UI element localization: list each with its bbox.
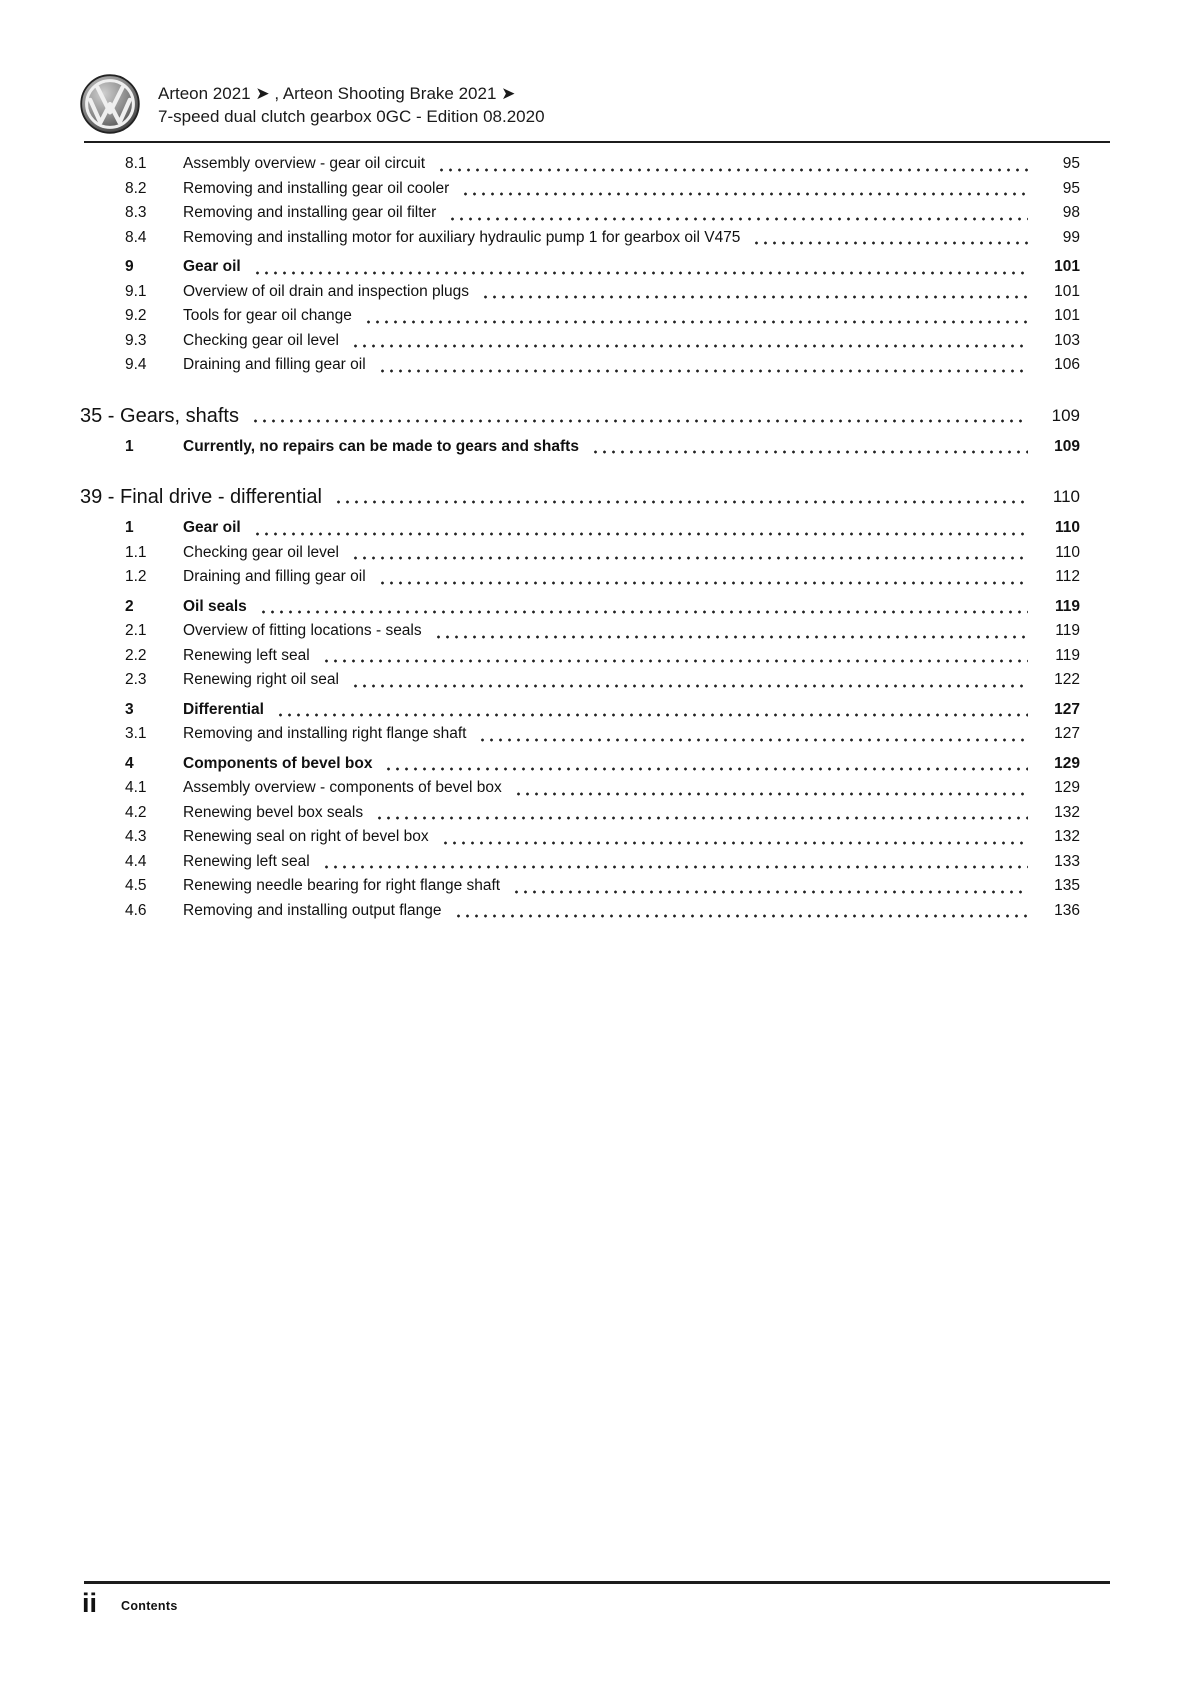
toc-entry [80, 619, 1080, 644]
toc-entry [80, 177, 1080, 202]
header-divider [84, 141, 1110, 143]
entry-title: Removing and installing gear oil filter [183, 204, 437, 221]
footer-divider [84, 1581, 1110, 1584]
entry-page-number: 110 [1055, 543, 1080, 561]
entry-page-number: 99 [1062, 228, 1080, 246]
entry-page-number: 135 [1054, 877, 1080, 894]
entry-title: Renewing left seal [183, 852, 310, 870]
entry-title: Tools for gear oil change [183, 307, 352, 324]
dot-leader [454, 914, 1028, 918]
dot-leader [253, 271, 1028, 275]
entry-page-number: 122 [1054, 671, 1080, 688]
header-edition-line: 7-speed dual clutch gearbox 0GC - Edition 08.2020 [158, 107, 545, 126]
dot-leader [591, 450, 1028, 454]
entry-page-number: 112 [1055, 568, 1080, 585]
footer-section-label: Contents [121, 1599, 178, 1613]
entry-title: Renewing left seal [183, 646, 310, 664]
entry-title: Removing and installing right flange shaft [183, 725, 467, 742]
table-of-contents [80, 152, 1080, 923]
entry-number: 8.1 [125, 155, 147, 172]
dot-leader [334, 500, 1028, 504]
toc-entry [80, 226, 1080, 251]
dot-leader [481, 295, 1028, 299]
dot-leader [351, 684, 1028, 688]
toc-entry [80, 152, 1080, 177]
entry-page-number: 132 [1054, 828, 1080, 845]
dot-leader [259, 610, 1028, 614]
dot-leader [351, 344, 1028, 348]
entry-title: Removing and installing output flange [183, 901, 442, 919]
vw-logo-icon [80, 74, 140, 134]
toc-entry [80, 541, 1080, 566]
dot-leader [752, 241, 1028, 245]
entry-page-number: 127 [1054, 700, 1080, 718]
entry-title: Assembly overview - gear oil circuit [183, 155, 426, 172]
entry-number: 3 [125, 700, 134, 718]
entry-title: Components of bevel box [183, 754, 373, 772]
entry-number: 4 [125, 754, 134, 772]
dot-leader [448, 217, 1028, 221]
entry-number: 4.4 [125, 852, 147, 870]
entry-title: Checking gear oil level [183, 331, 339, 349]
entry-page-number: 119 [1055, 622, 1080, 639]
entry-title: Overview of fitting locations - seals [183, 622, 422, 639]
toc-entry [80, 516, 1080, 541]
toc-entry [80, 801, 1080, 826]
dot-leader [322, 865, 1028, 869]
chapter-page-number: 109 [1051, 405, 1080, 425]
entry-title: Draining and filling gear oil [183, 568, 366, 585]
entry-page-number: 127 [1054, 725, 1080, 742]
entry-number: 1 [125, 519, 134, 536]
entry-title: Gear oil [183, 258, 241, 275]
header-text [158, 74, 545, 128]
chapter-title: 39 - Final drive - differential [80, 486, 322, 508]
toc-entry [80, 698, 1080, 723]
toc-entry [80, 595, 1080, 620]
entry-page-number: 95 [1062, 179, 1080, 197]
dot-leader [253, 532, 1028, 536]
entry-page-number: 98 [1062, 204, 1080, 221]
toc-entry [80, 201, 1080, 226]
entry-page-number: 119 [1054, 597, 1080, 615]
entry-number: 1 [125, 437, 134, 455]
toc-entry [80, 565, 1080, 590]
entry-number: 9 [125, 258, 134, 275]
footer-page-number: ii [82, 1588, 98, 1618]
entry-number: 9.4 [125, 356, 147, 373]
entry-number: 8.4 [125, 228, 147, 246]
toc-entry [80, 255, 1080, 280]
chapter-page-number: 110 [1052, 487, 1080, 506]
entry-title: Draining and filling gear oil [183, 356, 366, 373]
dot-leader [351, 556, 1028, 560]
dot-leader [441, 841, 1028, 845]
entry-page-number: 101 [1054, 282, 1080, 300]
dot-leader [384, 767, 1028, 771]
entry-number: 2.3 [125, 671, 147, 688]
section-gap [80, 378, 1080, 388]
entry-number: 9.1 [125, 282, 147, 300]
toc-entry [80, 435, 1080, 460]
dot-leader [437, 168, 1028, 172]
entry-page-number: 119 [1055, 646, 1080, 664]
dot-leader [364, 320, 1028, 324]
entry-number: 4.2 [125, 803, 147, 821]
entry-page-number: 109 [1054, 437, 1080, 455]
entry-number: 2.1 [125, 622, 147, 639]
dot-leader [375, 816, 1028, 820]
dot-leader [378, 581, 1028, 585]
toc-entry [80, 722, 1080, 747]
entry-number: 9.2 [125, 307, 147, 324]
entry-number: 4.3 [125, 828, 147, 845]
entry-page-number: 106 [1054, 356, 1080, 373]
dot-leader [322, 659, 1028, 663]
toc-entry [80, 825, 1080, 850]
entry-page-number: 132 [1054, 803, 1080, 821]
dot-leader [478, 738, 1028, 742]
entry-title: Removing and installing gear oil cooler [183, 179, 450, 197]
entry-number: 4.5 [125, 877, 147, 894]
entry-page-number: 136 [1054, 901, 1080, 919]
entry-page-number: 129 [1054, 754, 1080, 772]
toc-chapter-heading [80, 403, 1080, 429]
entry-page-number: 133 [1054, 852, 1080, 870]
dot-leader [434, 635, 1028, 639]
entry-number: 9.3 [125, 331, 147, 349]
toc-entry [80, 329, 1080, 354]
entry-number: 1.2 [125, 568, 147, 585]
entry-title: Checking gear oil level [183, 543, 339, 561]
dot-leader [461, 192, 1028, 196]
entry-page-number: 95 [1062, 155, 1080, 172]
entry-number: 2.2 [125, 646, 147, 664]
entry-page-number: 103 [1054, 331, 1080, 349]
entry-page-number: 101 [1054, 258, 1080, 275]
page-footer [82, 1589, 178, 1617]
entry-number: 4.6 [125, 901, 147, 919]
entry-number: 8.2 [125, 179, 147, 197]
entry-title: Renewing seal on right of bevel box [183, 828, 429, 845]
dot-leader [276, 713, 1028, 717]
toc-entry [80, 874, 1080, 899]
entry-number: 1.1 [125, 543, 147, 561]
entry-title: Gear oil [183, 519, 241, 536]
entry-title: Oil seals [183, 597, 247, 615]
entry-title: Removing and installing motor for auxiliary hydraulic pump 1 for gearbox oil V475 [183, 228, 741, 246]
dot-leader [514, 792, 1028, 796]
entry-title: Differential [183, 700, 264, 718]
toc-entry [80, 752, 1080, 777]
entry-title: Renewing needle bearing for right flange shaft [183, 877, 501, 894]
toc-chapter-heading [80, 484, 1080, 510]
toc-entry [80, 850, 1080, 875]
entry-title: Assembly overview - components of bevel box [183, 779, 502, 796]
toc-entry [80, 644, 1080, 669]
dot-leader [378, 369, 1028, 373]
header-model-line: Arteon 2021 ➤ , Arteon Shooting Brake 2021 ➤ [158, 84, 516, 103]
section-gap [80, 459, 1080, 469]
chapter-title: 35 - Gears, shafts [80, 404, 239, 427]
entry-title: Renewing bevel box seals [183, 803, 364, 821]
entry-page-number: 101 [1054, 307, 1080, 324]
entry-number: 8.3 [125, 204, 147, 221]
entry-page-number: 129 [1054, 779, 1080, 796]
entry-number: 3.1 [125, 725, 147, 742]
toc-entry [80, 280, 1080, 305]
toc-entry [80, 304, 1080, 329]
toc-entry [80, 776, 1080, 801]
dot-leader [251, 419, 1028, 423]
dot-leader [512, 890, 1028, 894]
page-header [80, 74, 545, 134]
entry-title: Renewing right oil seal [183, 671, 339, 688]
toc-entry [80, 899, 1080, 924]
entry-number: 2 [125, 597, 134, 615]
entry-number: 4.1 [125, 779, 147, 796]
toc-entry [80, 353, 1080, 378]
toc-entry [80, 668, 1080, 693]
entry-title: Currently, no repairs can be made to gears and shafts [183, 437, 579, 455]
entry-page-number: 110 [1054, 519, 1080, 536]
entry-title: Overview of oil drain and inspection plugs [183, 282, 470, 300]
